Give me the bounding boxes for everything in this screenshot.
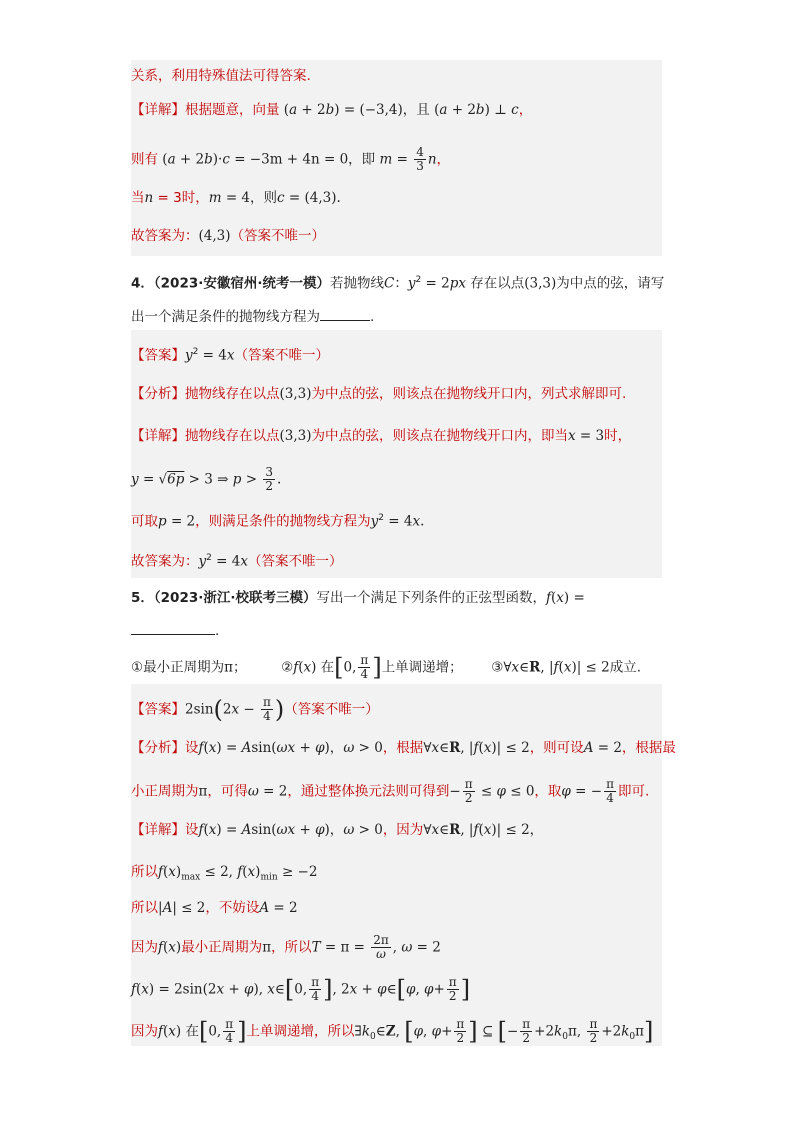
text: = 4，则 [225, 190, 278, 206]
text: 为中点的弦，请写 [556, 275, 665, 292]
q4-inequality: y = √6p > 3 ⇒ p > $\frac{3}{2}$ . [131, 465, 282, 493]
q4-analysis: 【分析】抛物线存在以点(3,3)为中点的弦，则该点在抛物线开口内，列式求解即可. [131, 386, 627, 402]
text: 抛物线存在以点 [185, 428, 280, 444]
eq: = −3m + 4n = 0，即 [234, 151, 376, 168]
text: 故答案为： [131, 553, 199, 570]
q5-so-2: 所以|A| ≤ 2，不妨设A = 2 [131, 900, 298, 916]
text: ，则可设 [529, 740, 584, 756]
q4-line1: 4．（2023·安徽宿州·统考一模）若抛物线C：$y^2 = 2px$ 存在以点(3,3)为中点的弦，请写 [131, 275, 665, 292]
text: = 3时， [157, 190, 209, 206]
text: 若抛物线 [330, 275, 384, 292]
q5-line1: 5．（2023·浙江·校联考三模）写出一个满足下列条件的正弦型函数，f(x) = [131, 590, 585, 606]
text: 写出一个满足下列条件的正弦型函数， [316, 590, 546, 606]
eq: = (−3,4)，且 [343, 102, 430, 118]
text: 故答案为： [131, 228, 199, 244]
text: ，则满足条件的抛物线方程为 [195, 513, 371, 530]
detail-tag: 【详解】 [131, 822, 185, 838]
answer-tag: 【答案】 [131, 347, 185, 364]
vec-c: c [511, 102, 519, 118]
q4-answer: 【答案】$y^2 = 4x$（答案不唯一） [131, 347, 329, 364]
detail-tag: 【详解】 [131, 102, 185, 118]
text: 时， [604, 428, 632, 444]
q5-because-1: 因为f(x)最小正周期为π，所以T = π = $\frac{2\pi}{\omega}$ , ω = 2 [131, 933, 441, 961]
q4-line8: 故答案为：$y^2 = 4x$（答案不唯一） [131, 553, 343, 570]
fraction: $\frac{4}{3}$ [416, 145, 424, 173]
text: ，根据最 [621, 740, 676, 756]
text: 所以 [131, 900, 158, 916]
text: ，可得 [207, 783, 248, 800]
text: 为中点的弦，则该点在抛物线开口内，列式求解即可. [311, 386, 627, 402]
text: 因为 [131, 939, 158, 956]
q5-answer: 【答案】2sin(2x − $\frac{\pi}{4}$ )（答案不唯一） [131, 695, 379, 724]
question-number: 5． [131, 590, 154, 606]
text: 可取 [131, 513, 158, 530]
question-source: （2023·安徽宿州·统考一模） [153, 275, 330, 292]
text: 根据题意，向量 [185, 102, 280, 118]
text: （答案不唯一） [230, 228, 326, 244]
p1-line5 [131, 226, 325, 246]
detail-tag: 【详解】 [131, 428, 185, 444]
text: = (4,3). [288, 190, 341, 206]
text: 因为 [131, 1023, 158, 1040]
q4-line2: 出一个满足条件的抛物线方程为 . [131, 306, 374, 327]
vector-expr: (a + 2b)·c [162, 151, 230, 168]
text: 上单调递增，所以 [246, 1023, 355, 1040]
p1-line4: 当n = 3时，m = 4，则c = (4,3). [131, 190, 341, 206]
analysis-tag: 【分析】 [131, 386, 185, 402]
point: (3,3) [524, 275, 557, 292]
q5-analysis-2: 小正周期为π，可得ω = 2，通过整体换元法则可得到− $\frac{\pi}{2}$ ≤ φ ≤ 0，取φ = − $\frac{\pi}{4}$ 即可. [131, 777, 650, 805]
text: ，取 [534, 783, 562, 800]
analysis-tag: 【分析】 [131, 740, 185, 756]
q5-line2: . [131, 620, 219, 641]
text: 上单调递增； [381, 659, 463, 676]
q4-detail: 【详解】抛物线存在以点(3,3)为中点的弦，则该点在抛物线开口内，即当x = 3时， [131, 428, 632, 444]
text: 即可. [617, 783, 650, 800]
text: 存在以点 [470, 275, 525, 292]
q5-function: f(x) = 2sin(2x + φ), x∈[0, $\frac{\pi}{4}$ ], 2x + φ∈[φ, φ+ $\frac{\pi}{2}$ ] [131, 975, 471, 1004]
condition-3: ③ [491, 659, 504, 676]
text: 设 [185, 822, 199, 838]
p1-line2: 【详解】根据题意，向量 (a + 2b) = (−3,4)，且 (a + 2b) ⊥ c， [131, 102, 533, 118]
q4-answer-block [131, 330, 662, 578]
perp: ⊥ [494, 102, 507, 118]
answer-tag: 【答案】 [131, 701, 185, 718]
text: ，根据 [382, 740, 424, 756]
question-number: 4． [131, 275, 154, 292]
text: 小正周期为 [131, 783, 199, 800]
text: ，通过整体换元法则可得到 [287, 783, 450, 800]
q5-analysis-1: 【分析】设f(x) = Asin(ωx + φ)，ω > 0，根据∀x∈R, |f(x)| ≤ 2，则可设A = 2，根据最 [131, 740, 676, 756]
text: 成立. [609, 659, 642, 676]
text: 设 [185, 740, 199, 756]
text: （答案不唯一） [234, 347, 329, 364]
answer: (4,3) [198, 228, 231, 244]
answer-blank[interactable] [320, 306, 370, 321]
text: ，所以 [271, 939, 312, 956]
text: 所以 [131, 864, 158, 880]
q5-because-2: 因为f(x) 在[0, $\frac{\pi}{4}$ ]上单调递增，所以$\exists k_0\in Z$, [φ, φ+ $\frac{\pi}{2}$ ] ⊆ [− $\frac{\pi}{2}$ $+2k_0\pi$, $\frac{\pi}{2}$ $+2k_0\pi$] [131, 1017, 654, 1046]
text: 为中点的弦，则该点在抛物线开口内，即当 [311, 428, 569, 444]
answer-blank[interactable] [131, 620, 215, 635]
text: 抛物线存在以点 [185, 386, 280, 402]
vector-expr: (a + 2b) [434, 102, 490, 118]
q4-line7: 可取p = 2，则满足条件的抛物线方程为$y^2 = 4x$. [131, 513, 425, 530]
q5-detail: 【详解】设f(x) = Asin(ωx + φ)，ω > 0，因为∀x∈R, |f(x)| ≤ 2， [131, 822, 544, 838]
condition-1: ①最小正周期为 [131, 659, 225, 676]
fraction: $\frac{3}{2}$ [265, 465, 273, 493]
question-source: （2023·浙江·校联考三模） [153, 590, 317, 606]
condition-2: ② [281, 659, 294, 676]
q5-conditions: ①最小正周期为π； ②f(x) 在[0, $\frac{\pi}{4}$ ]上单调递增； ③∀x∈R, |f(x)| ≤ 2成立. [131, 653, 642, 682]
text: 出一个满足条件的抛物线方程为 [131, 309, 320, 325]
text: ，因为 [382, 822, 424, 838]
p1-line1: 关系，利用特殊值法可得答案. [131, 68, 311, 84]
text: ，不妨设 [205, 900, 260, 916]
text: 当 [131, 190, 145, 206]
text: 则有 [131, 151, 158, 168]
p1-line3: 则有 (a + 2b)·c = −3m + 4n = 0，即 m = $\frac{4}{3}$ n， [131, 145, 451, 173]
q5-so-1: 所以$f(x)_{max} \le 2$, $f(x)_{min} \ge -2$ [131, 864, 318, 883]
text: （答案不唯一） [284, 701, 379, 718]
vector-expr: (a + 2b) [283, 102, 340, 118]
text: （答案不唯一） [247, 553, 343, 570]
text: 最小正周期为 [181, 939, 263, 956]
